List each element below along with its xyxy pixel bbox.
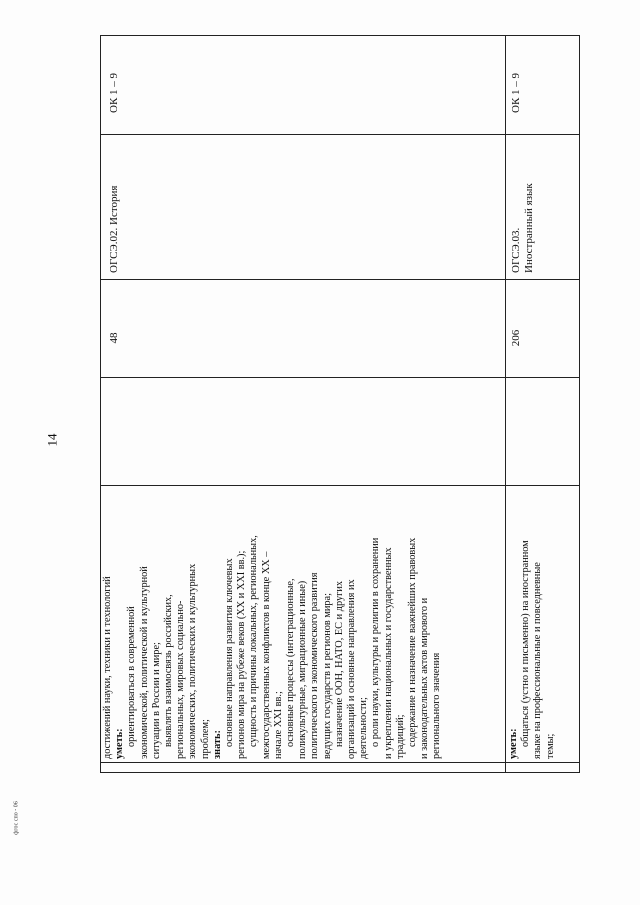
row1-line: назначение ООН, НАТО, ЕС и других (333, 581, 345, 747)
row2-description (508, 484, 557, 759)
row1-line: ситуации в России и мире; (150, 642, 162, 759)
column-line (100, 134, 580, 135)
row2-subject-name: Иностранный язык (523, 183, 535, 273)
row1-line: проблем; (199, 719, 211, 759)
row1-lines (114, 484, 443, 759)
row1-line: поликультурные, миграционные и иные) (297, 580, 309, 759)
row1-subject: ОГСЭ.02. История (108, 185, 120, 273)
row2-subject (510, 143, 536, 273)
row1-line: регионов мира на рубеже веков (XX и XXI вв.); (236, 550, 248, 759)
row2-line: языке на профессиональные и повседневные (532, 562, 544, 759)
row2-hours: 206 (510, 329, 522, 347)
row1-line: начале XXI вв.; (272, 691, 284, 759)
row1-header-line: достижений науки, техники и технологий (102, 576, 113, 759)
row1-line: ориентироваться в современной (126, 606, 138, 747)
row2-line: уметь: (508, 728, 519, 759)
row1-line: выявлять взаимосвязь российских, (163, 594, 175, 747)
row1-description (102, 484, 444, 759)
row1-line: экономической, политической и культурной (138, 566, 150, 759)
column-line (100, 762, 580, 763)
row1-line: и законодательных актов мирового и (419, 597, 431, 759)
row1-line: содержание и назначение важнейших правовых (407, 537, 419, 747)
row1-competencies: ОК 1 – 9 (108, 72, 120, 113)
table-border-right (100, 35, 580, 36)
row2-competencies: ОК 1 – 9 (510, 72, 522, 113)
row1-line: сущность и причины локальных, региональных, (248, 535, 260, 747)
row1-line: организаций и основные направления их (346, 579, 358, 759)
row1-line: экономических, политических и культурных (187, 563, 199, 759)
row1-line: о роли науки, культуры и религии в сохранении (370, 537, 382, 747)
table-border-top (100, 35, 101, 773)
row1-hours: 48 (108, 332, 120, 344)
row2-line: общаться (устно и письменно) на иностранном (520, 540, 532, 747)
row1-line: уметь: (114, 728, 126, 759)
row1-line: регионального значения (431, 652, 443, 759)
row1-line: региональных, мировых социально- (175, 600, 187, 759)
curriculum-table (100, 35, 580, 773)
row2-lines (508, 484, 557, 759)
row1-line: основные процессы (интеграционные, (285, 578, 297, 747)
row-separator (505, 35, 506, 773)
row1-line: деятельности; (358, 697, 370, 759)
column-line (100, 279, 580, 280)
footer-note: фгос спо - 06 (13, 801, 20, 835)
row1-line: политического и экономического развития (309, 572, 321, 759)
table-border-bottom (579, 35, 580, 773)
row1-line: ведущих государств и регионов мира; (321, 593, 333, 759)
column-line (100, 377, 580, 378)
row1-line: традиций; (394, 714, 406, 759)
row1-line: основные направления развития ключевых (224, 558, 236, 747)
table-border-left (100, 772, 580, 773)
row2-line: темы; (544, 733, 556, 759)
row1-line: межгосударственных конфликтов в конце XX – (260, 551, 272, 759)
row1-line: и укреплении национальных и государственных (382, 547, 394, 759)
row2-subject-code: ОГСЭ.03. (510, 227, 522, 273)
page-number: 14 (44, 433, 60, 447)
row1-line: знать: (211, 730, 223, 759)
